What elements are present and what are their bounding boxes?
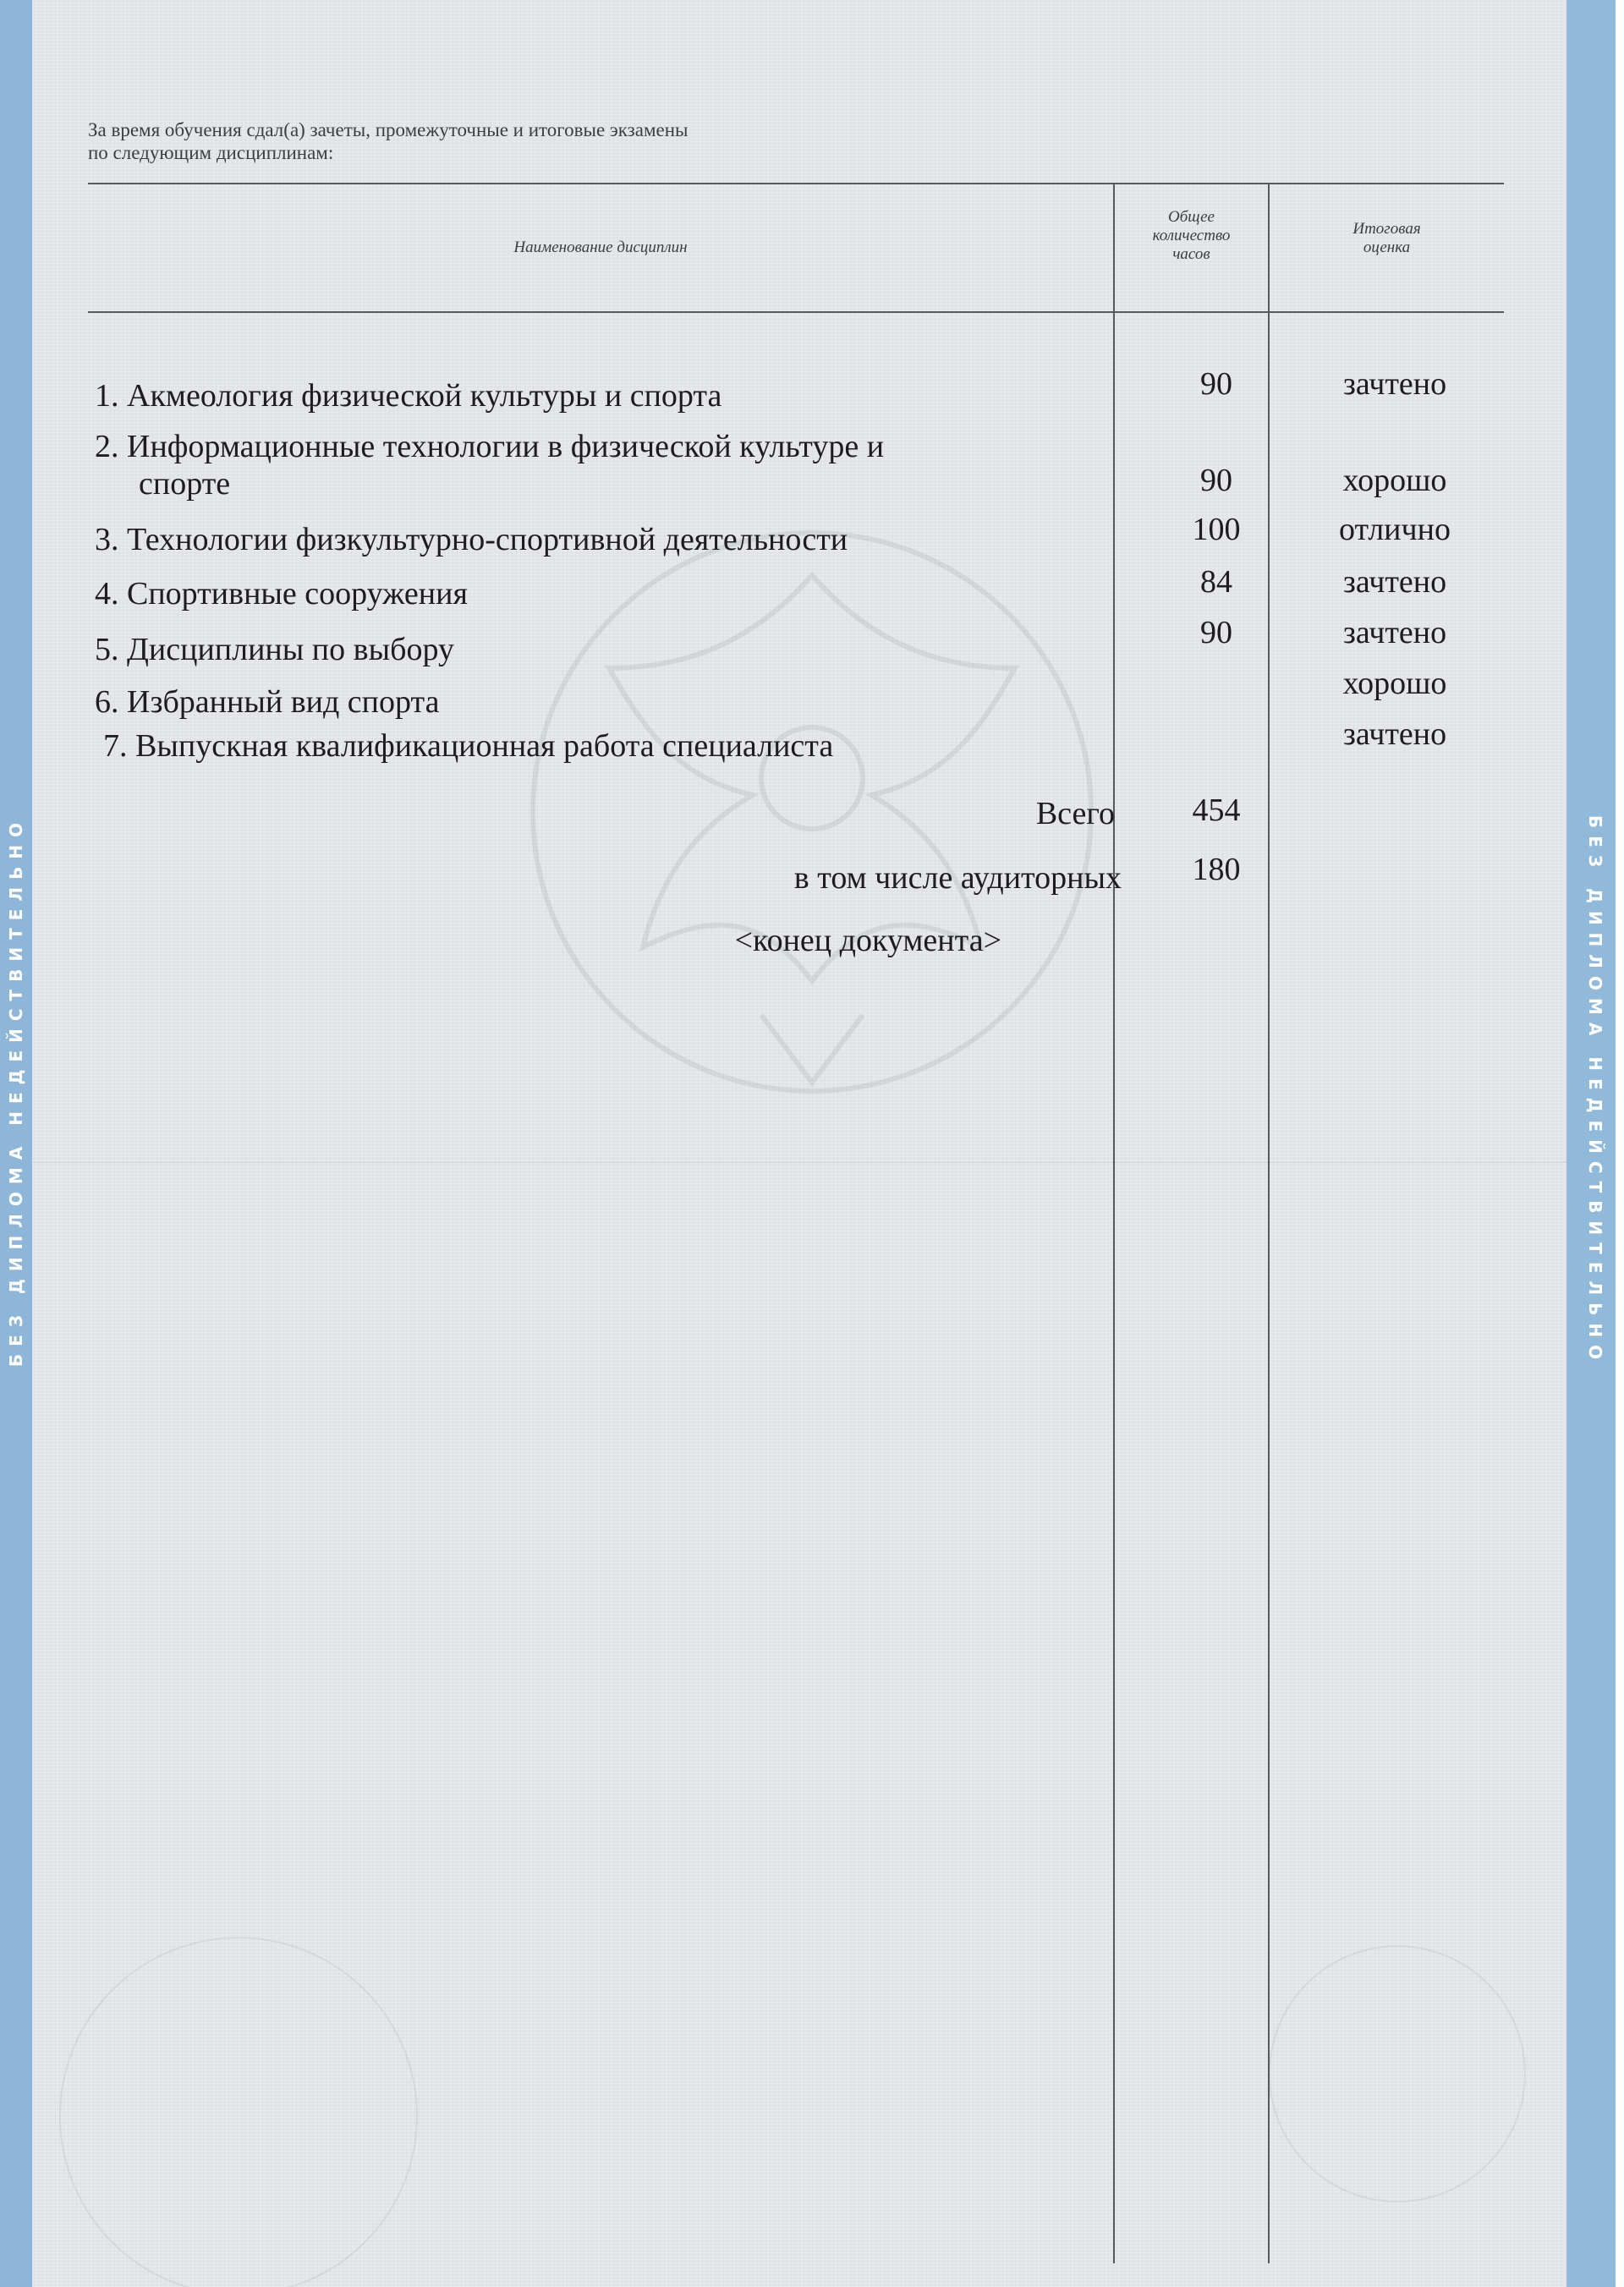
hours-row-4: 84 [1200,564,1232,600]
intro-line-1: За время обучения сдал(а) зачеты, промежуточные и итоговые экзамены [88,119,689,140]
header-final-grade: Итоговая оценка [1352,220,1421,256]
grade-row-7: зачтено [1342,716,1447,752]
hours-row-3: 100 [1192,512,1241,547]
intro-text [88,118,689,164]
grade-row-5: зачтено [1342,615,1447,650]
grade-row-1: зачтено [1342,366,1447,402]
page-edge [1616,0,1624,2287]
discipline-row-6: 6. Избранный вид спорта [95,684,440,720]
header-discipline-name: Наименование дисциплин [513,239,688,256]
grade-row-2: хорошо [1342,463,1447,498]
grade-row-3: отлично [1339,512,1451,547]
right-band-text: БЕЗ ДИПЛОМА НЕДЕЙСТВИТЕЛЬНО [1585,814,1605,1368]
intro-line-2: по следующим дисциплинам: [88,142,334,163]
hours-row-5: 90 [1200,615,1232,650]
auditorium-hours: 180 [1192,852,1241,887]
discipline-row-7: 7. Выпускная квалификационная работа специалиста [103,728,834,764]
hours-row-2: 90 [1200,463,1232,498]
grade-row-6: хорошо [1342,666,1447,701]
left-band-text: БЕЗ ДИПЛОМА НЕДЕЙСТВИТЕЛЬНО [6,814,26,1368]
total-label: Всего [1035,796,1115,831]
discipline-row-1: 1. Акмеология физической культуры и спорта [95,378,722,414]
header-total-hours: Общее количество часов [1152,208,1231,263]
total-hours: 454 [1192,792,1241,828]
discipline-row-3: 3. Технологии физкультурно-спортивной деятельности [95,522,848,557]
auditorium-label: в том числе аудиторных [793,860,1122,896]
document-end-marker: <конец документа> [734,923,1001,958]
hours-row-1: 90 [1200,366,1232,402]
table-header-rule [88,311,1504,313]
stamp-trace [59,1937,418,2287]
discipline-row-5: 5. Дисциплины по выбору [95,632,454,667]
paper-fold [32,1160,1566,1163]
discipline-row-2: 2. Информационные технологии в физической культуре и спорте [95,429,885,502]
stamp-trace [1269,1945,1526,2202]
discipline-row-4: 4. Спортивные сооружения [95,576,468,612]
column-divider-1 [1113,183,1115,2263]
grade-row-4: зачтено [1342,564,1447,600]
table-top-rule [88,183,1504,184]
